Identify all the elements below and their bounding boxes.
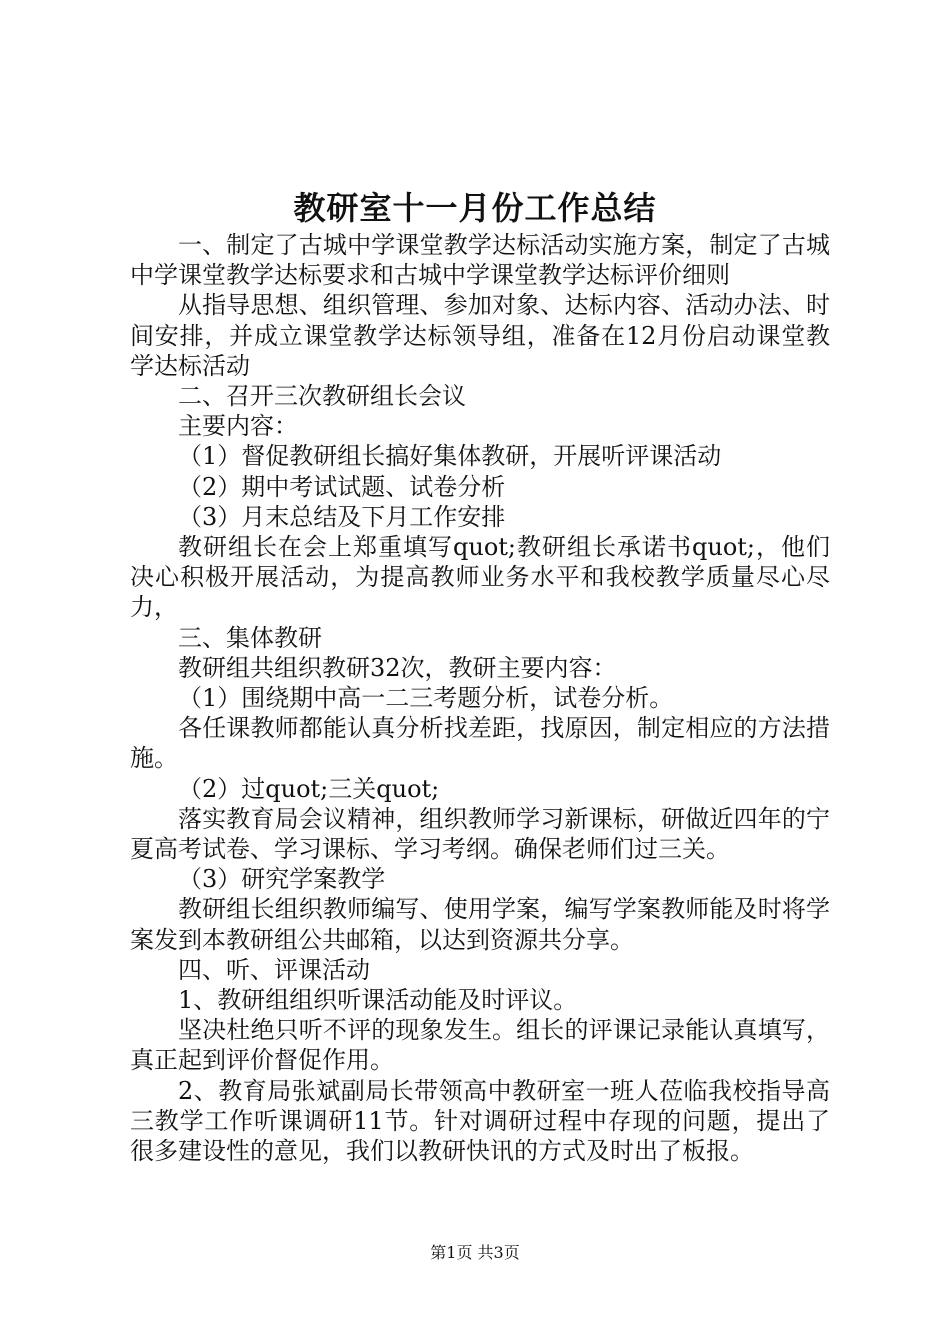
document-title: 教研室十一月份工作总结	[293, 189, 657, 227]
paragraph: 2、教育局张斌副局长带领高中教研室一班人莅临我校指导高三教学工作听课调研11节。针对调研过程中存现的问题，提出了很多建设性的意见，我们以教研快讯的方式及时出了板报。	[130, 1076, 830, 1166]
paragraph: 教研组长在会上郑重填写quot;教研组长承诺书quot;，他们决心积极开展活动，为提高教师业务水平和我校教学质量尽心尽力，	[130, 533, 830, 622]
paragraph: （3）月末总结及下月工作安排	[178, 502, 506, 531]
document-body	[130, 230, 830, 1166]
paragraph: （1）围绕期中高一二三考题分析，试卷分析。	[178, 684, 674, 713]
paragraph: 三、集体教研	[178, 623, 322, 652]
paragraph: 教研组共组织教研32次，教研主要内容：	[178, 653, 617, 682]
paragraph: 落实教育局会议精神，组织教师学习新课标，研做近四年的宁夏高考试卷、学习课标、学习考纲。确保老师们过三关。	[130, 804, 830, 864]
paragraph: （2）期中考试试题、试卷分析	[178, 472, 506, 501]
paragraph: 一、制定了古城中学课堂教学达标活动实施方案，制定了古城中学课堂教学达标要求和古城中学课堂教学达标评价细则	[130, 231, 830, 290]
paragraph: 从指导思想、组织管理、参加对象、达标内容、活动办法、时间安排，并成立课堂教学达标领导组，准备在12月份启动课堂教学达标活动	[130, 291, 830, 380]
paragraph: （3）研究学案教学	[178, 865, 386, 894]
page-footer: 第1页 共3页	[430, 1243, 520, 1262]
paragraph: 四、听、评课活动	[178, 955, 370, 984]
paragraph: （1）督促教研组长搞好集体教研，开展听评课活动	[178, 442, 722, 471]
paragraph: 教研组长组织教师编写、使用学案，编写学案教师能及时将学案发到本教研组公共邮箱，以达到资源共分享。	[130, 895, 830, 954]
paragraph: 1、教研组组织听课活动能及时评议。	[178, 986, 578, 1015]
paragraph: 主要内容：	[178, 412, 298, 441]
paragraph: 二、召开三次教研组长会议	[178, 382, 466, 411]
paragraph: 各任课教师都能认真分析找差距，找原因，制定相应的方法措施。	[130, 714, 830, 773]
paragraph: 坚决杜绝只听不评的现象发生。组长的评课记录能认真填写，真正起到评价督促作用。	[130, 1016, 830, 1075]
paragraph: （2）过quot;三关quot;	[178, 774, 440, 803]
